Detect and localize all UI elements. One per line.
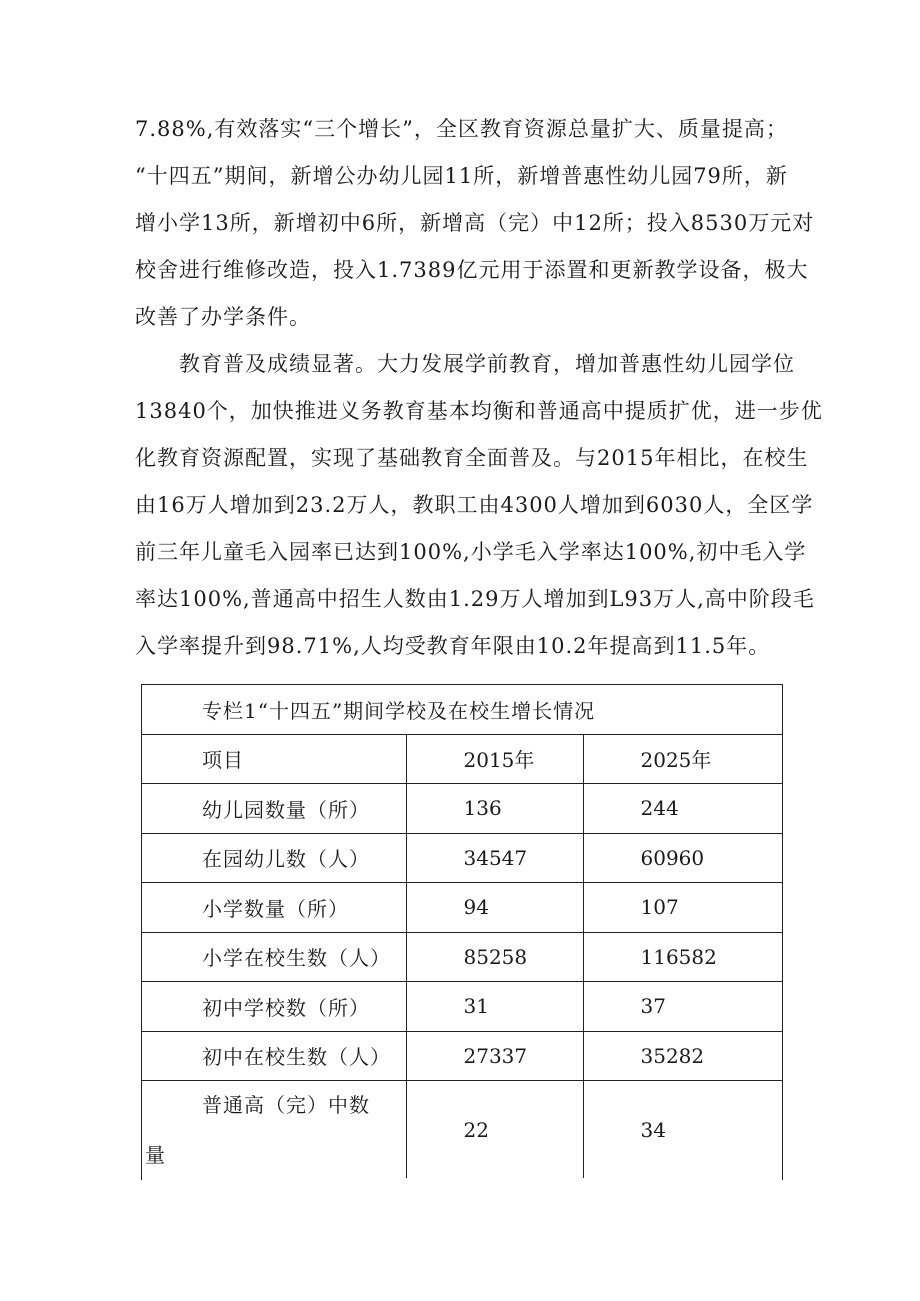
header-item: 项目 xyxy=(142,734,406,784)
row-value-2015: 31 xyxy=(406,982,583,1032)
row-value-2025: 116582 xyxy=(583,932,782,982)
text-line: 教育普及成绩显著。大力发展学前教育，增加普惠性幼儿园学位 xyxy=(135,352,795,376)
row-label xyxy=(142,1081,406,1179)
text-line: 改善了办学条件。 xyxy=(135,305,311,329)
row-value-2025: 107 xyxy=(583,883,782,933)
text-line: 增小学13所，新增初中6所，新增高（完）中12所；投入8530万元对 xyxy=(135,211,815,235)
table-row xyxy=(142,932,782,982)
row-label-line: 普通高（完）中数 xyxy=(202,1093,370,1117)
text-line: 率达100%,普通高中招生人数由1.29万人增加到L93万人,高中阶段毛 xyxy=(135,587,815,611)
row-value-2025: 37 xyxy=(583,982,782,1032)
text-line: 化教育资源配置，实现了基础教育全面普及。与2015年相比，在校生 xyxy=(135,446,809,470)
row-label-line: 量 xyxy=(145,1143,165,1167)
row-label: 幼儿园数量（所） xyxy=(142,784,406,834)
header-2015: 2015年 xyxy=(406,734,583,784)
body-paragraph-education-popularization xyxy=(135,341,823,670)
header-2025: 2025年 xyxy=(583,734,782,784)
row-label: 在园幼儿数（人） xyxy=(142,833,406,883)
row-value-2015: 34547 xyxy=(406,833,583,883)
row-label: 小学数量（所） xyxy=(142,883,406,933)
row-value-2015: 27337 xyxy=(406,1031,583,1081)
row-label: 小学在校生数（人） xyxy=(142,932,406,982)
text-line: 前三年儿童毛入园率已达到100%,小学毛入学率达100%,初中毛入学 xyxy=(135,540,807,564)
table-row xyxy=(142,833,782,883)
row-label: 初中学校数（所） xyxy=(142,982,406,1032)
growth-table-container xyxy=(141,684,783,1180)
row-value-2015: 85258 xyxy=(406,932,583,982)
table-row xyxy=(142,1031,782,1081)
text-line: “十四五”期间，新增公办幼儿园11所，新增普惠性幼儿园79所，新 xyxy=(135,164,788,188)
row-label: 初中在校生数（人） xyxy=(142,1031,406,1081)
text-line: 入学率提升到98.71%,人均受教育年限由10.2年提高到11.5年。 xyxy=(135,634,771,658)
table-row xyxy=(142,784,782,834)
body-paragraph-resources xyxy=(135,106,815,341)
row-value-2025: 35282 xyxy=(583,1031,782,1081)
row-value-2025: 60960 xyxy=(583,833,782,883)
text-line: 由16万人增加到23.2万人，教职工由4300人增加到6030人，全区学 xyxy=(135,493,814,517)
row-value-2025: 244 xyxy=(583,784,782,834)
table-header-row xyxy=(142,734,782,784)
text-line: 校舍进行维修改造，投入1.7389亿元用于添置和更新教学设备，极大 xyxy=(135,258,809,282)
row-value-2015: 22 xyxy=(406,1081,583,1179)
table-row xyxy=(142,982,782,1032)
table-row xyxy=(142,883,782,933)
table-caption-row xyxy=(142,685,782,734)
row-value-2015: 94 xyxy=(406,883,583,933)
table-row xyxy=(142,1081,782,1179)
table-caption: 专栏1“十四五”期间学校及在校生增长情况 xyxy=(142,685,782,734)
school-growth-table xyxy=(142,685,782,1178)
row-value-2025: 34 xyxy=(583,1081,782,1179)
text-line: 13840个，加快推进义务教育基本均衡和普通高中提质扩优，进一步优 xyxy=(135,399,823,423)
row-value-2015: 136 xyxy=(406,784,583,834)
text-line: 7.88%,有效落实“三个增长”，全区教育资源总量扩大、质量提高； xyxy=(135,117,788,141)
